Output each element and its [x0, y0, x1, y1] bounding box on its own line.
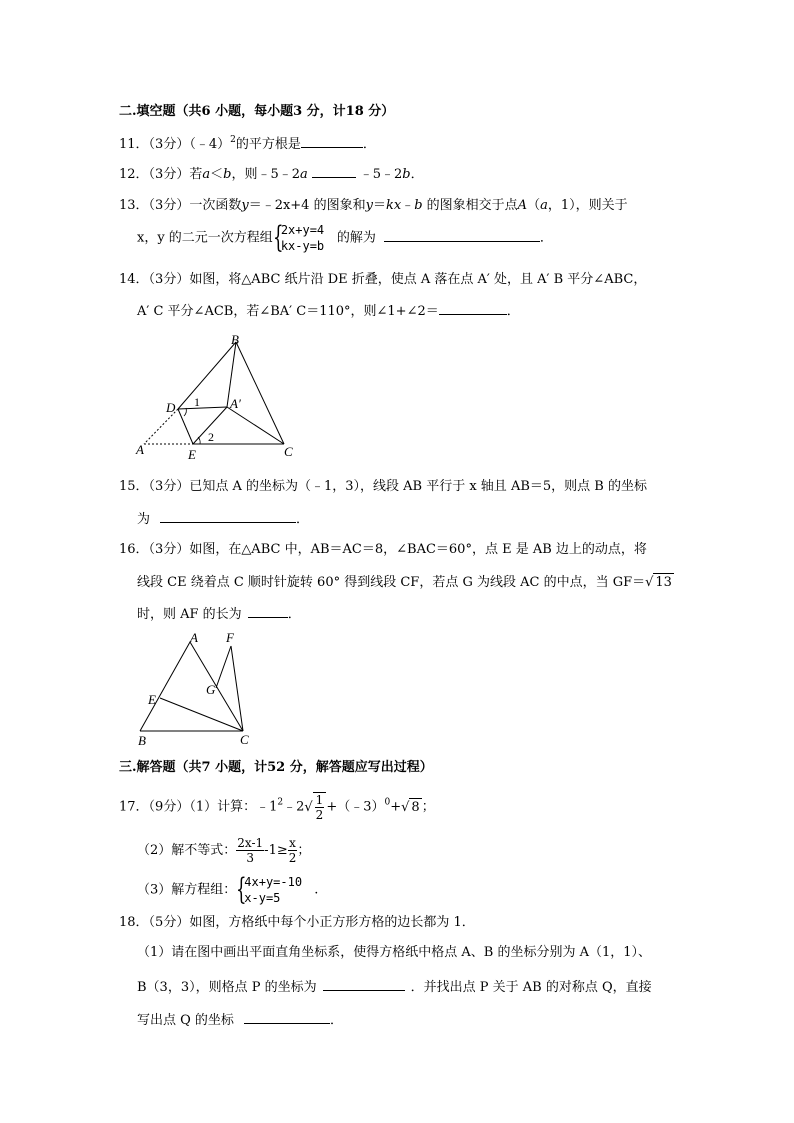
- q13-b: b: [414, 198, 423, 213]
- fig14-label-B: B: [231, 332, 239, 347]
- q17-ineq-rhs-frac: [288, 836, 298, 865]
- q13-prefix: 13．（3分）一次函数: [119, 198, 242, 213]
- q13-eq1: ＝﹣2x+4 的图象和: [248, 198, 366, 213]
- fig14-label-2: 2: [208, 430, 214, 444]
- q11-exponent: 2: [230, 135, 236, 145]
- q18-line4-text: 写出点 Q 的坐标: [137, 1013, 234, 1028]
- q13-sys-eq1: 2x+y=4: [280, 223, 325, 237]
- question-12: [119, 164, 424, 184]
- fig14-label-A1: A′: [230, 396, 241, 411]
- q15-answer-blank[interactable]: [160, 509, 296, 523]
- question-14-line2: A′ C 平分∠ACB，若∠BA′ C＝110°，则∠1+∠2＝ ．: [137, 301, 520, 321]
- q18-line3a: B（3，3），则格点 P 的坐标为: [137, 980, 317, 995]
- q17-sqrt8-value: 8: [411, 799, 420, 815]
- fig16-line-FC: [231, 646, 243, 731]
- q13-y1: y: [241, 198, 249, 213]
- q16-line2-text: 线段 CE 绕着点 C 顺时针旋转 60° 得到线段 CF，若点 G 为线段 AC 的中点，当 GF＝: [137, 575, 646, 590]
- q13-line2b: 的解为: [336, 230, 376, 246]
- question-17-part1: [119, 792, 435, 822]
- question-17-part2: [137, 836, 310, 865]
- q12-text2: ﹣5﹣2: [359, 167, 403, 182]
- q17-ineq-den2: 2: [288, 851, 297, 865]
- fig14-label-D: D: [166, 400, 176, 415]
- q17-ineq-mid: -1≥: [264, 843, 288, 858]
- question-18-line4: 写出点 Q 的坐标 ．: [137, 1010, 343, 1030]
- q11-text: 的平方根是: [235, 137, 301, 152]
- section-3-heading: 三.解答题（共7 小题，计52 分，解答题应写出过程）: [119, 760, 433, 775]
- q12-var-b2: b: [402, 167, 411, 182]
- q17-neg3: +（﹣3）: [326, 799, 385, 815]
- q17-sqrt8: √ 8: [401, 799, 420, 815]
- q17-sqrt-half: √ $\frac{1}{2}$: [304, 792, 326, 822]
- question-15-line2: 为 ．: [137, 509, 309, 529]
- q18-p-coord-blank[interactable]: [323, 977, 405, 991]
- q12-var-a2: a: [299, 167, 308, 182]
- q17-part3-end: .: [314, 882, 319, 898]
- fig16-line-AB: [140, 642, 190, 731]
- question-11: 11．（3分）（﹣4）$^2$的平方根是 ．: [119, 135, 376, 152]
- q17-sys-eq1: 4x+y=-10: [244, 875, 303, 889]
- question-18-line1: 18．（5分）如图，方格纸中每个小正方形方格的边长都为 1．: [119, 915, 475, 930]
- q13-equation-system: { 2x+y=4 kx-y=b: [273, 222, 337, 254]
- q17-frac-num: 1: [315, 793, 324, 807]
- fig16-label-B: B: [138, 733, 146, 748]
- fig14-label-A: A: [136, 442, 144, 457]
- fig14-line-BD: [178, 342, 236, 409]
- q17-equation-system: { 4x+y=-10 x-y=5: [236, 874, 314, 906]
- q12-text1: ，则﹣5﹣2: [231, 167, 300, 182]
- q13-eq2: ＝: [372, 198, 386, 213]
- q14-line2-text: A′ C 平分∠ACB，若∠BA′ C＝110°，则∠1+∠2＝: [137, 304, 439, 319]
- q13-line2a: x，y 的二元一次方程组: [137, 230, 273, 246]
- q12-end: ．: [410, 167, 424, 182]
- fig16-line-FG: [216, 646, 231, 688]
- q12-lt: ＜: [210, 167, 224, 182]
- fig16-line-EC: [160, 698, 243, 731]
- q16-line3-text: 时，则 AF 的长为: [137, 607, 242, 622]
- q16-sqrt-value: 13: [655, 575, 672, 590]
- q13-A: A: [517, 198, 528, 213]
- q17-part1-prefix: 17．（9分）（1）计算：﹣1: [119, 799, 278, 815]
- q17-ineq-num2: x: [289, 836, 296, 850]
- q12-prefix: 12．（3分）若: [119, 167, 203, 182]
- q13-y2: y: [365, 198, 373, 213]
- q13-sys-eq2: kx-y=b: [280, 239, 325, 253]
- q17-plus: +: [390, 799, 402, 815]
- fig16-label-C: C: [240, 732, 249, 747]
- q17-minus-2: ﹣2: [283, 799, 305, 815]
- q17-frac-den: 2: [315, 808, 324, 822]
- q17-part2-prefix: （2）解不等式：: [137, 843, 237, 858]
- q17-ineq-lhs-frac: [236, 836, 264, 865]
- q13-coord2: ，1），则关于: [547, 198, 628, 213]
- section-2-heading: 二.填空题（共6 小题，每小题3 分，计18 分）: [119, 104, 395, 119]
- q13-coord: （: [527, 198, 541, 213]
- q12-answer-blank[interactable]: [312, 164, 356, 178]
- fig16-label-A: A: [190, 630, 198, 645]
- fig14-label-E: E: [188, 447, 196, 462]
- question-13-line2: x，y 的二元一次方程组 { 2x+y=4 kx-y=b 的解为 ．: [137, 220, 553, 255]
- question-16-line2: [137, 573, 674, 592]
- fig14-label-C: C: [284, 444, 293, 459]
- figure-14-triangle: [130, 328, 300, 463]
- q17-part1-end: ；: [421, 799, 435, 815]
- q17-ineq-num: 2x-1: [237, 836, 264, 850]
- fig16-label-E: E: [148, 692, 156, 707]
- question-15-line1: 15．（3分）已知点 A 的坐标为（﹣1，3），线段 AB 平行于 x 轴且 AB＝5，则点 B 的坐标: [119, 479, 647, 494]
- fig14-label-1: 1: [194, 395, 200, 409]
- question-17-part3: [137, 874, 318, 906]
- question-14-line1: 14．（3分）如图，将△ABC 纸片沿 DE 折叠，使点 A 落在点 A′ 处，且 A′ B 平分∠ABC，: [119, 272, 647, 287]
- q13-eq3: ﹣: [401, 198, 415, 213]
- q12-var-b: b: [223, 167, 232, 182]
- q15-line2-text: 为: [137, 512, 151, 527]
- q13-kx: kx: [385, 198, 402, 213]
- q18-line3b: ．并找出点 P 关于 AB 的对称点 Q，直接: [410, 980, 652, 995]
- fig16-label-G: G: [206, 682, 216, 697]
- q13-a: a: [540, 198, 548, 213]
- question-16-line3: 时，则 AF 的长为 ．: [137, 604, 301, 624]
- fig14-line-DA1: [178, 407, 227, 409]
- q17-sys-eq2: x-y=5: [244, 891, 281, 905]
- question-18-line2: （1）请在图中画出平面直角坐标系，使得方格纸中格点 A、B 的坐标分别为 A（1，1）、: [137, 945, 652, 960]
- q13-answer-blank[interactable]: [384, 228, 540, 242]
- q17-exponent-0: 0: [384, 797, 391, 808]
- q16-answer-blank[interactable]: [248, 604, 288, 618]
- fig16-label-F: F: [226, 630, 234, 645]
- q12-var-a: a: [202, 167, 211, 182]
- q16-sqrt: √ 13: [645, 575, 672, 590]
- q17-ineq-den: 3: [246, 851, 255, 865]
- question-18-line3: [137, 977, 652, 997]
- figure-16-triangle: [132, 628, 262, 750]
- q11-answer-blank[interactable]: [301, 134, 363, 148]
- q18-q-coord-blank[interactable]: [244, 1010, 330, 1024]
- q17-part3-prefix: （3）解方程组：: [137, 882, 237, 898]
- q17-part2-end: ；: [297, 843, 311, 858]
- q11-prefix: 11．（3分）（﹣4）: [119, 137, 231, 152]
- q13-eq4: 的图象相交于点: [422, 198, 518, 213]
- q14-answer-blank[interactable]: [439, 301, 507, 315]
- question-16-line1: 16．（3分）如图，在△ABC 中，AB＝AC＝8，∠BAC＝60°，点 E 是 AB 边上的动点，将: [119, 542, 647, 557]
- question-13-line1: [119, 197, 628, 215]
- q17-exponent-2: 2: [277, 797, 284, 808]
